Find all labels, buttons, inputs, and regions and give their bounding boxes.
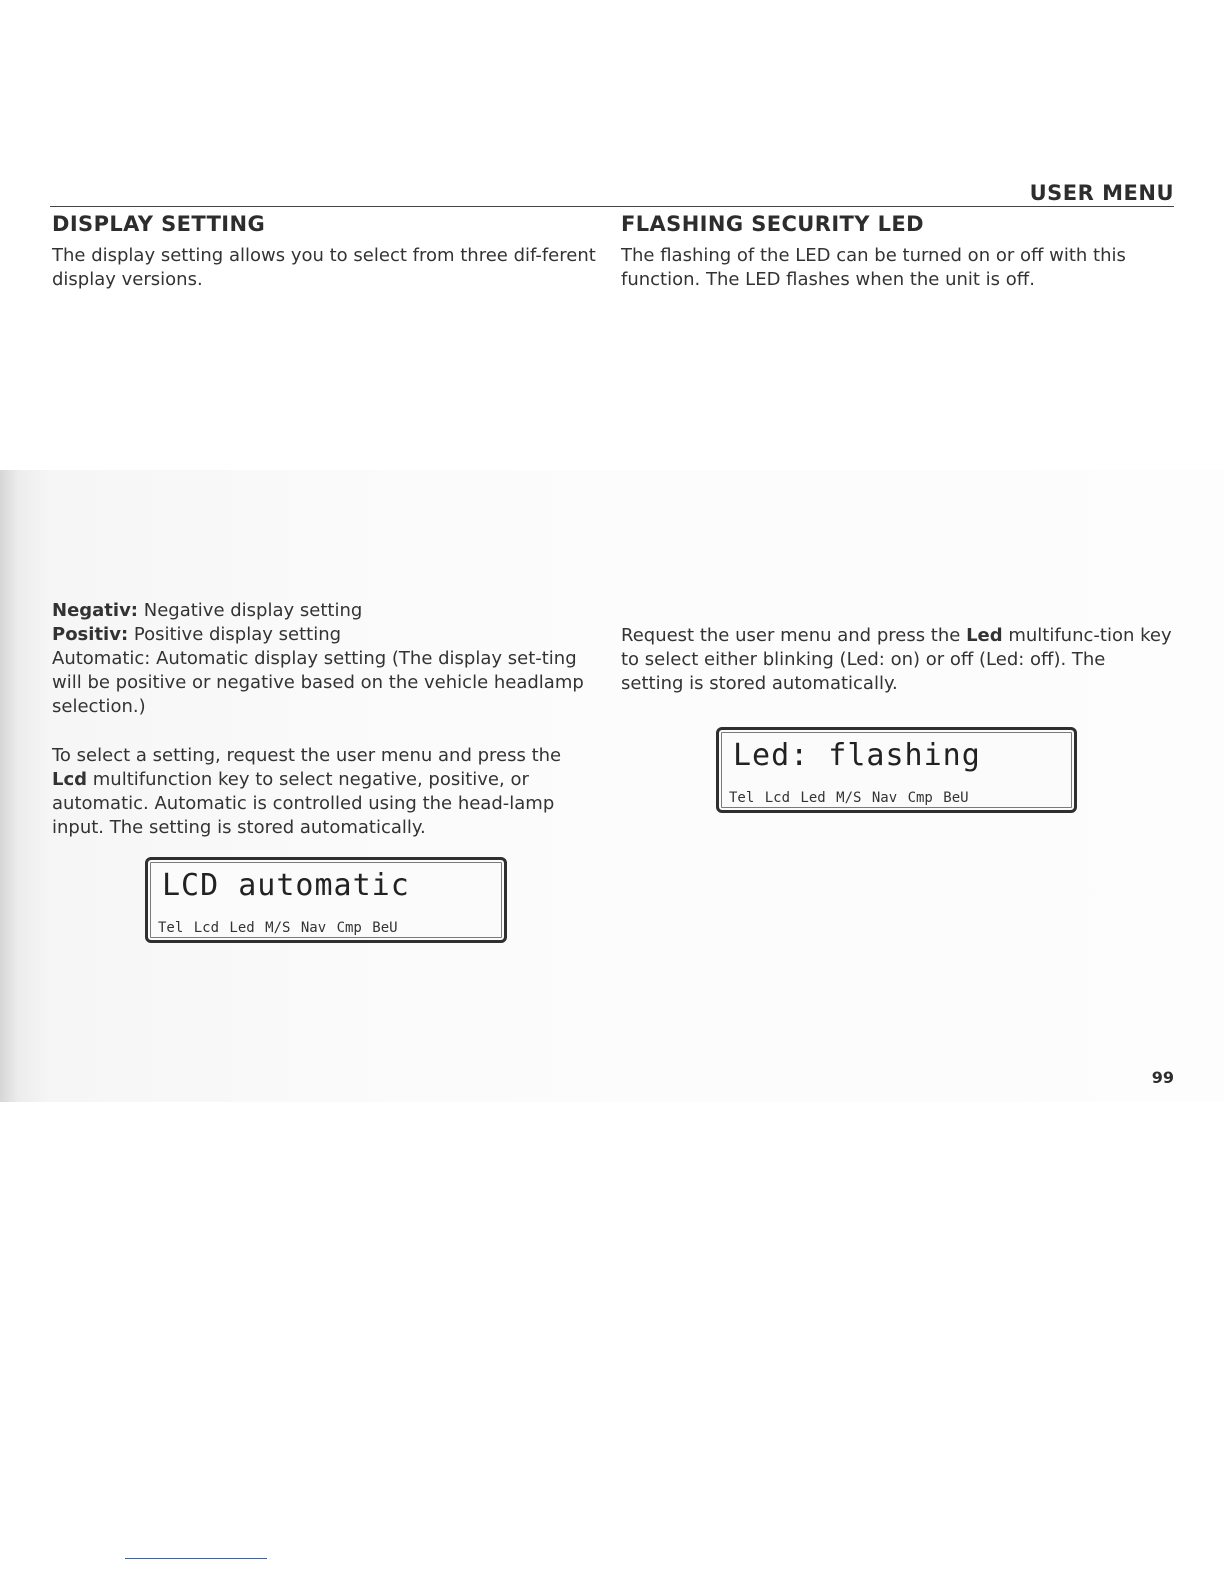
led-display-illustration: [716, 727, 1077, 813]
display-setting-heading: DISPLAY SETTING: [52, 212, 266, 236]
lcd-key-label: Lcd: [52, 769, 88, 790]
flashing-led-instruction: [621, 624, 1173, 696]
header-rule: [50, 206, 1174, 207]
lcd-display-main-text: LCD automatic: [162, 868, 410, 903]
led-key-label: Led: [966, 625, 1003, 646]
option-negativ-desc: Negative display setting: [138, 600, 363, 621]
lcd-display-key-row: Tel Lcd Led M/S Nav Cmp BeU: [158, 920, 398, 936]
flashing-led-intro: The flashing of the LED can be turned on or off with this function. The LED flashes when the unit is off.: [621, 245, 1126, 290]
section-header-title: USER MENU: [1029, 181, 1174, 205]
instruction-post: multifunction key to select negative, positive, or automatic. Automatic is controlled using the head-lamp input. The setting is stored automatically.: [52, 769, 555, 838]
display-setting-intro: The display setting allows you to select from three dif-ferent display versions.: [52, 245, 596, 290]
display-setting-instruction: [52, 744, 597, 840]
led-display-key-row: Tel Lcd Led M/S Nav Cmp BeU: [729, 790, 969, 806]
led-instruction-post: multifunc-tion key to select either blinking (Led: on) or off (Led: off). The setting is stored automatically.: [621, 625, 1172, 694]
led-instruction-pre: Request the user menu and press the: [621, 625, 967, 646]
led-display-main-text: Led: flashing: [733, 738, 981, 773]
option-automatic: Automatic: Automatic display setting (The display set-ting will be positive or negative based on the vehicle headlamp selection.): [52, 648, 584, 717]
option-positiv-term: Positiv:: [52, 624, 129, 645]
option-negativ: [52, 599, 597, 623]
footer-link-rule: [125, 1558, 267, 1559]
option-negativ-term: Negativ:: [52, 600, 139, 621]
option-positiv-desc: Positive display setting: [128, 624, 342, 645]
lcd-display-illustration: [145, 857, 507, 943]
option-positiv: [52, 623, 597, 647]
page-number: 99: [1151, 1068, 1174, 1087]
instruction-pre: To select a setting, request the user menu and press the: [52, 745, 562, 766]
flashing-led-heading: FLASHING SECURITY LED: [621, 212, 924, 236]
